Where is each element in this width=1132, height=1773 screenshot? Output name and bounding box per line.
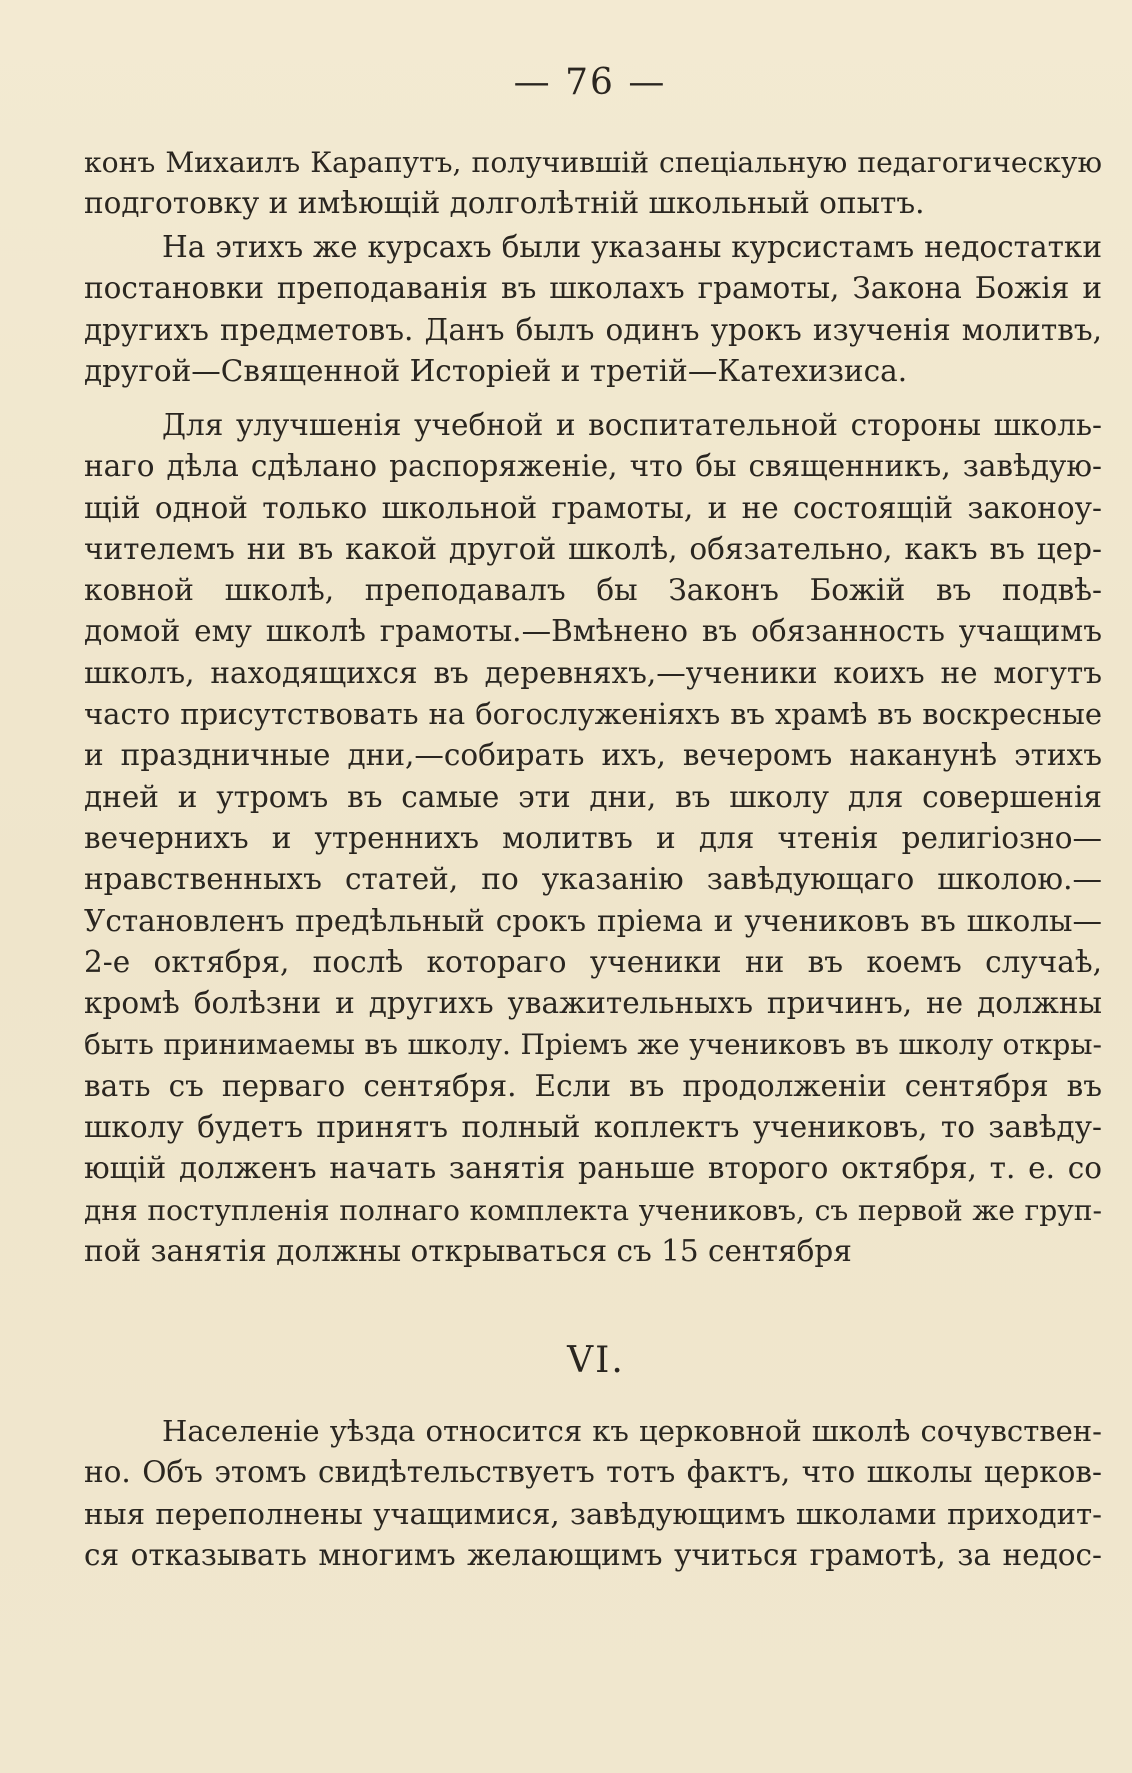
text-line: вать съ перваго сентября. Если въ продолженіи сентября въ — [84, 1068, 1102, 1103]
text-line: Для улучшенія учебной и воспитательной стороны школь- — [162, 408, 1102, 442]
text-line: часто присутствовать на богослуженіяхъ въ храмѣ въ воскресные — [84, 697, 1102, 732]
text-line: и праздничные дни,—собирать ихъ, вечеромъ наканунѣ этихъ — [84, 738, 1102, 773]
text-line: ющій долженъ начать занятія раньше второго октября, т. е. со — [84, 1151, 1102, 1186]
text-line: ся отказывать многимъ желающимъ учиться грамотѣ, за недос- — [84, 1537, 1102, 1572]
section-heading: VI. — [567, 1340, 625, 1381]
text-line: дня поступленія полнаго комплекта учениковъ, съ первой же груп- — [84, 1193, 1102, 1227]
text-line: но. Объ этомъ свидѣтельствуетъ тотъ фактъ, что школы церков- — [84, 1455, 1102, 1490]
text-line: Населеніе уѣзда относится къ церковной школѣ сочувствен- — [162, 1414, 1102, 1448]
text-line: наго дѣла сдѣлано распоряженіе, что бы священникъ, завѣдую- — [84, 449, 1102, 484]
text-line: дней и утромъ въ самые эти дни, въ школу для совершенія — [84, 779, 1102, 814]
text-line: школу будетъ принятъ полный коплектъ учениковъ, то завѣду- — [84, 1110, 1102, 1145]
text-line: ковной школѣ, преподавалъ бы Законъ Божій въ подвѣ- — [84, 573, 1102, 608]
text-line: На этихъ же курсахъ были указаны курсистамъ недостатки — [162, 230, 1102, 264]
text-line: пой занятія должны открываться съ 15 сентября — [84, 1233, 852, 1268]
paragraph-population — [84, 1411, 1102, 1576]
text-line: школъ, находящихся въ деревняхъ,—ученики коихъ не могутъ — [84, 655, 1102, 690]
text-line: быть принимаемы въ школу. Пріемъ же учениковъ въ школу откры- — [84, 1028, 1102, 1062]
text-line: чителемъ ни въ какой другой школѣ, обязательно, какъ въ цер- — [84, 531, 1102, 566]
page-number: — 76 — — [513, 62, 667, 103]
paragraph-improvement — [84, 405, 1102, 1272]
text-line: вечернихъ и утреннихъ молитвъ и для чтенія религіозно— — [84, 820, 1102, 855]
text-line: постановки преподаванія въ школахъ грамоты, Закона Божія и — [84, 271, 1102, 306]
text-line: другихъ предметовъ. Данъ былъ одинъ урокъ изученія молитвъ, — [84, 312, 1102, 347]
text-line: подготовку и имѣющій долголѣтній школьный опытъ. — [84, 186, 925, 221]
text-line: кромѣ болѣзни и другихъ уважительныхъ причинъ, не должны — [84, 986, 1102, 1021]
paragraph-continuation — [84, 142, 1102, 225]
text-line: щій одной только школьной грамоты, и не состоящій законоу- — [84, 490, 1102, 525]
paragraph-courses — [84, 227, 1102, 392]
text-line: 2-е октября, послѣ котораго ученики ни въ коемъ случаѣ, — [84, 944, 1102, 979]
text-line: другой—Священной Исторіей и третій—Катехизиса. — [84, 353, 908, 388]
text-line: Установленъ предѣльный срокъ пріема и учениковъ въ школы— — [84, 903, 1102, 938]
text-line: нравственныхъ статей, по указанію завѣдующаго школою.— — [84, 862, 1102, 897]
text-line: конъ Михаилъ Карапутъ, получившій спеціальную педагогическую — [84, 146, 1102, 179]
text-line: ныя переполнены учащимися, завѣдующимъ школами приходит- — [84, 1496, 1102, 1531]
text-line: домой ему школѣ грамоты.—Вмѣнено въ обязанность учащимъ — [84, 614, 1102, 649]
